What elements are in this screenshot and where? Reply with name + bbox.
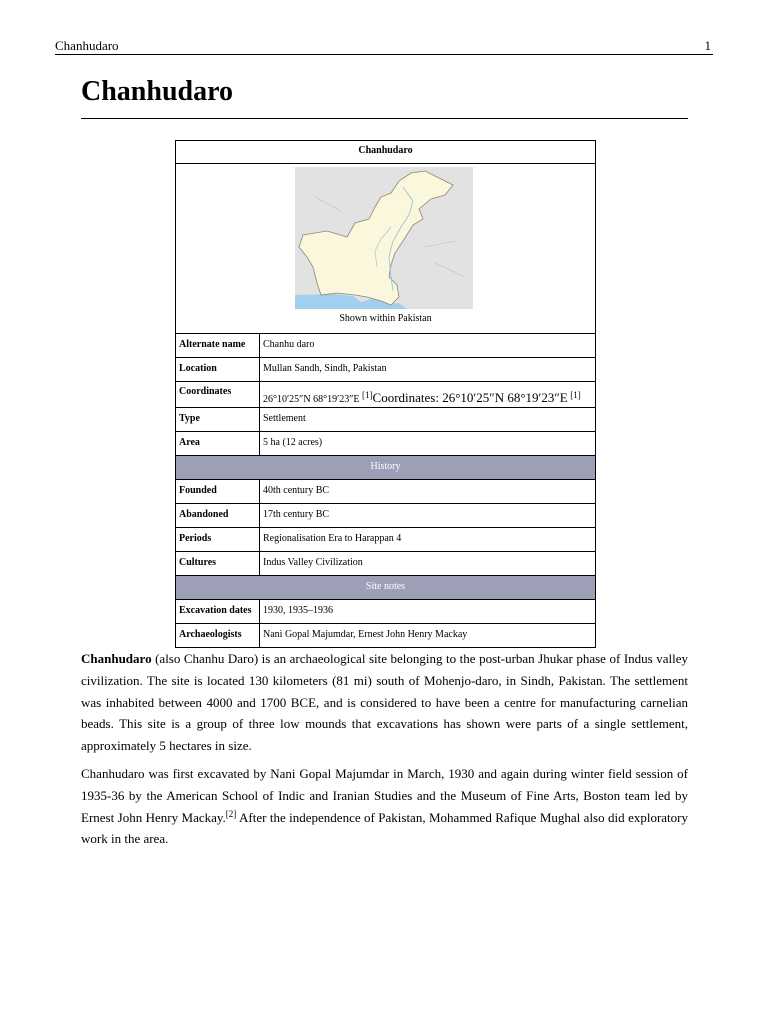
row-value: Indus Valley Civilization: [263, 557, 363, 568]
reference-link[interactable]: [1]: [362, 390, 373, 400]
reference-link[interactable]: [2]: [225, 808, 237, 819]
coordinates-value: [260, 382, 595, 407]
row-value: Settlement: [263, 413, 306, 424]
infobox-row: [176, 600, 595, 624]
row-value: Nani Gopal Majumdar, Ernest John Henry Mackay: [263, 629, 468, 640]
running-header-title: Chanhudaro: [55, 38, 119, 53]
infobox: [175, 140, 596, 648]
paragraph-text: Chanhudaro was first excavated by Nani Gopal Majumdar in March, 1930 and again during winter field session of 1935-36 by the American School of Indic and Iranian Studies and the Museum of Fine Arts, Boston team led by Ernest John Henry Mackay.: [81, 765, 688, 825]
reference-link[interactable]: [1]: [570, 390, 581, 400]
page-title: Chanhudaro: [81, 76, 234, 107]
row-label: Type: [176, 408, 260, 431]
coordinates-big[interactable]: Coordinates: 26°10′25″N 68°19′23″E: [372, 390, 568, 405]
row-value: Mullan Sandh, Sindh, Pakistan: [263, 363, 387, 374]
infobox-row: [176, 552, 595, 576]
infobox-row: [176, 528, 595, 552]
infobox-row: [176, 504, 595, 528]
page-number: 1: [704, 38, 711, 53]
row-value: 17th century BC: [263, 509, 330, 520]
infobox-row: [176, 334, 595, 358]
row-label: Cultures: [176, 552, 260, 575]
infobox-caption: Chanhudaro: [176, 141, 595, 164]
coordinates-row: [176, 382, 595, 408]
section-header-site-notes: Site notes: [176, 576, 595, 600]
infobox-row: [176, 480, 595, 504]
coordinates-small[interactable]: 26°10′25″N 68°19′23″E: [263, 394, 360, 405]
running-header: [55, 36, 713, 55]
infobox-row: [176, 432, 595, 456]
title-divider: [81, 118, 688, 119]
row-label: Founded: [176, 480, 260, 503]
row-label: Archaeologists: [176, 624, 260, 647]
row-value: Chanhu daro: [263, 339, 315, 350]
row-value: 5 ha (12 acres): [263, 437, 323, 448]
row-value: 40th century BC: [263, 485, 330, 496]
infobox-row: [176, 358, 595, 382]
paragraph: [81, 648, 688, 757]
paragraph-text: After the independence of Pakistan, Mohammed Rafique Mughal also did exploratory work in the area.: [81, 809, 688, 847]
row-label: Coordinates: [176, 382, 260, 407]
paragraph: [81, 763, 688, 850]
row-value: Regionalisation Era to Harappan 4: [263, 533, 402, 544]
row-label: Area: [176, 432, 260, 455]
row-label: Location: [176, 358, 260, 381]
infobox-row: [176, 408, 595, 432]
map-caption: Shown within Pakistan: [339, 313, 432, 324]
pakistan-location-map: [295, 167, 473, 309]
section-header-history: History: [176, 456, 595, 480]
article-body: [81, 648, 688, 856]
article-subject-bold: Chanhudaro: [81, 651, 152, 666]
row-label: Periods: [176, 528, 260, 551]
row-value: 1930, 1935–1936: [263, 605, 333, 616]
location-map-cell: [176, 164, 595, 334]
row-label: Abandoned: [176, 504, 260, 527]
infobox-row: [176, 624, 595, 647]
paragraph-text: (also Chanhu Daro) is an archaeological site belonging to the post-urban Jhukar phase of Indus valley civilization. The site is located 130 kilometers (81 mi) south of Mohenjo-daro, in Sindh, Pakistan. The settlement was inhabited between 4000 and 1700 BCE, and is considered to have been a centre for manufacturing carnelian beads. This site is a group of three low mounds that excavations has shown were parts of a single settlement, approximately 5 hectares in size.: [81, 651, 688, 754]
row-label: Excavation dates: [176, 600, 260, 623]
row-label: Alternate name: [176, 334, 260, 357]
